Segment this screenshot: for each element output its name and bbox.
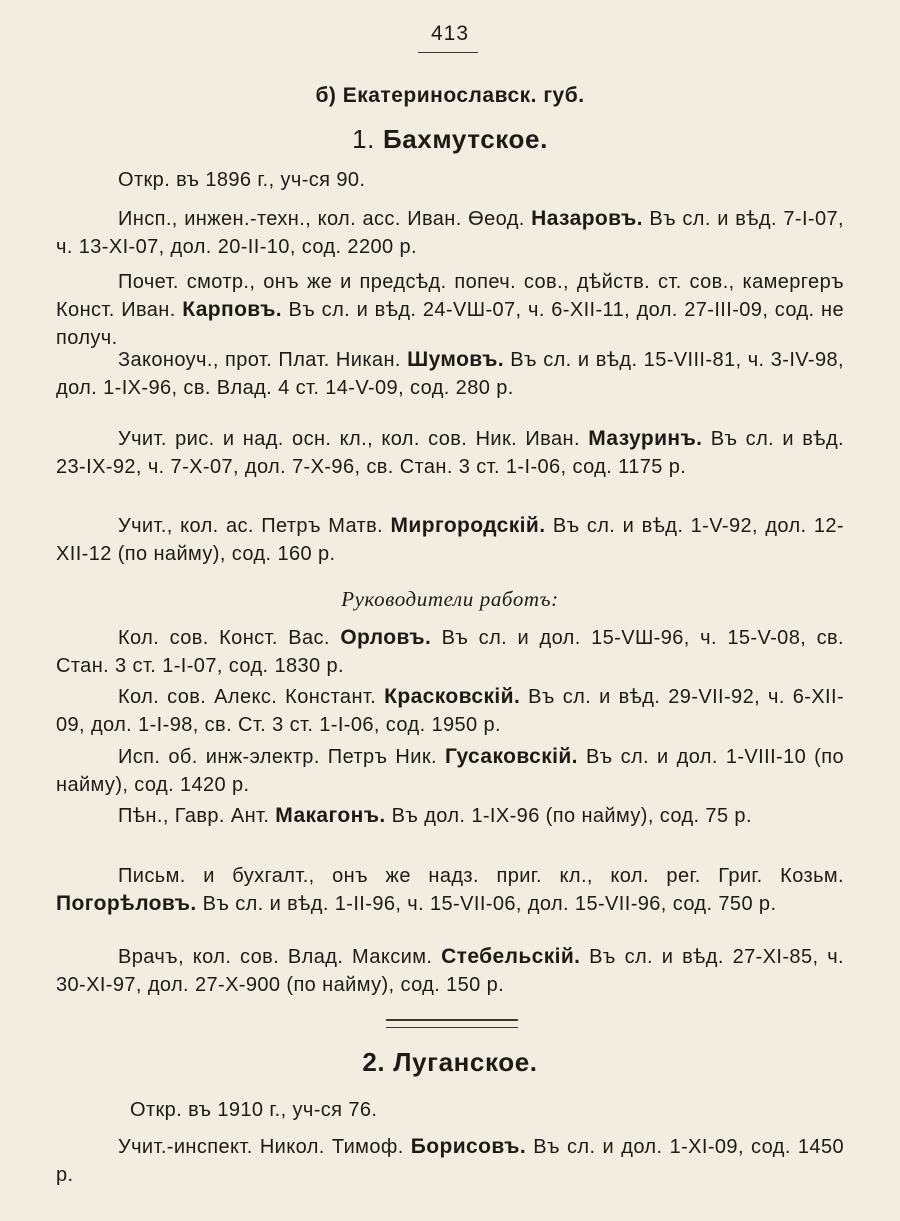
entry-details: Въ сл. и вѣд. 24-VШ-07, ч. 6-XII-11, дол. 27-III-09, сод. не получ.	[56, 299, 844, 349]
entry-text: Учит., кол. ас. Петръ Матв.	[118, 515, 384, 537]
page-number-rule	[418, 52, 478, 53]
staff-entry	[56, 268, 844, 352]
person-surname: Шумовъ.	[407, 348, 505, 371]
opened-line: Откр. въ 1896 г., уч-ся 90.	[118, 169, 366, 191]
person-surname: Миргородскій.	[390, 514, 546, 537]
entry-text: Врачъ, кол. сов. Влад. Максим.	[118, 946, 433, 968]
entry-text: Учит. рис. и над. осн. кл., кол. сов. Ник. Иван.	[118, 428, 580, 450]
staff-entry	[56, 683, 844, 739]
person-surname: Макагонъ.	[275, 804, 386, 827]
section-heading-bakhmut	[0, 124, 900, 155]
entry-text: Письм. и бухгалт., онъ же надз. приг. кл., кол. рег. Григ. Козьм.	[118, 865, 844, 887]
section-number: 2.	[362, 1047, 386, 1077]
entry-details: Въ дол. 1-IX-96 (по найму), сод. 75 р.	[391, 805, 752, 827]
section-title: Луганское.	[393, 1047, 538, 1077]
entry-text: Кол. сов. Алекс. Констант.	[118, 686, 377, 708]
person-surname: Борисовъ.	[410, 1135, 527, 1158]
staff-entry	[56, 743, 844, 799]
section-title: Бахмутское.	[382, 124, 548, 154]
section-heading-lugansk	[0, 1047, 900, 1078]
staff-entry	[56, 862, 844, 918]
entry-details: Въ сл. и вѣд. 7-I-07, ч. 13-XI-07, дол. 20-II-10, сод. 2200 р.	[56, 208, 844, 258]
entry-details: Въ сл. и вѣд. 15-VIII-81, ч. 3-IV-98, дол. 1-IX-96, св. Влад. 4 ст. 14-V-09, сод. 280 р.	[56, 349, 844, 399]
entry-text: Исп. об. инж-электр. Петръ Ник.	[118, 746, 437, 768]
person-surname: Погорѣловъ.	[56, 892, 197, 915]
subsection-heading: Руководители работъ:	[341, 587, 559, 611]
person-surname: Карповъ.	[182, 298, 283, 321]
entry-text: Инсп., инжен.-техн., кол. асс. Иван. Өеод.	[118, 208, 525, 230]
page-number: 413	[430, 22, 470, 45]
entry-details: Въ сл. и дол. 1-XI-09, сод. 1450 р.	[56, 1136, 844, 1186]
person-surname: Орловъ.	[340, 626, 432, 649]
entry-details: Въ сл. и вѣд. 23-IX-92, ч. 7-X-07, дол. 7-X-96, св. Стан. 3 ст. 1-I-06, сод. 1175 р.	[56, 428, 844, 478]
staff-entry	[56, 802, 844, 830]
entry-details: Въ сл. и дол. 1-VIII-10 (по найму), сод. 1420 р.	[56, 746, 844, 796]
person-surname: Назаровъ.	[531, 207, 643, 230]
person-surname: Стебельскій.	[441, 945, 581, 968]
staff-entry	[56, 1133, 844, 1189]
person-surname: Красковскій.	[384, 685, 521, 708]
section-divider	[386, 1019, 518, 1028]
entry-details: Въ сл. и вѣд. 29-VII-92, ч. 6-XII-09, дол. 1-I-98, св. Ст. 3 ст. 1-I-06, сод. 1950 р.	[56, 686, 845, 736]
staff-entry	[56, 205, 844, 261]
governorate-heading: б) Екатеринославск. губ.	[315, 84, 585, 107]
staff-entry	[56, 425, 844, 481]
entry-details: Въ сл. и дол. 15-VШ-96, ч. 15-V-08, св. Стан. 3 ст. 1-I-07, сод. 1830 р.	[56, 627, 844, 677]
person-surname: Мазуринъ.	[588, 427, 703, 450]
entry-text: Пѣн., Гавр. Ант.	[118, 805, 270, 827]
staff-entry	[56, 943, 844, 999]
entry-details: Въ сл. и вѣд. 27-XI-85, ч. 30-XI-97, дол. 27-X-900 (по найму), сод. 150 р.	[56, 946, 844, 996]
entry-details: Въ сл. и вѣд. 1-II-96, ч. 15-VII-06, дол. 15-VII-96, сод. 750 р.	[202, 893, 777, 915]
entry-details: Въ сл. и вѣд. 1-V-92, дол. 12-XII-12 (по найму), сод. 160 р.	[56, 515, 844, 565]
section-number: 1.	[352, 124, 375, 154]
staff-entry	[56, 624, 844, 680]
entry-text: Почет. смотр., онъ же и предсѣд. попеч. сов., дѣйств. ст. сов., камергеръ Конст. Иван.	[56, 271, 844, 321]
staff-entry	[56, 512, 844, 568]
opened-line: Откр. въ 1910 г., уч-ся 76.	[130, 1099, 378, 1121]
entry-text: Кол. сов. Конст. Вас.	[118, 627, 330, 649]
person-surname: Гусаковскій.	[445, 745, 578, 768]
entry-text: Законоуч., прот. Плат. Никан.	[118, 349, 401, 371]
staff-entry	[56, 346, 844, 402]
entry-text: Учит.-инспект. Никол. Тимоф.	[118, 1136, 404, 1158]
